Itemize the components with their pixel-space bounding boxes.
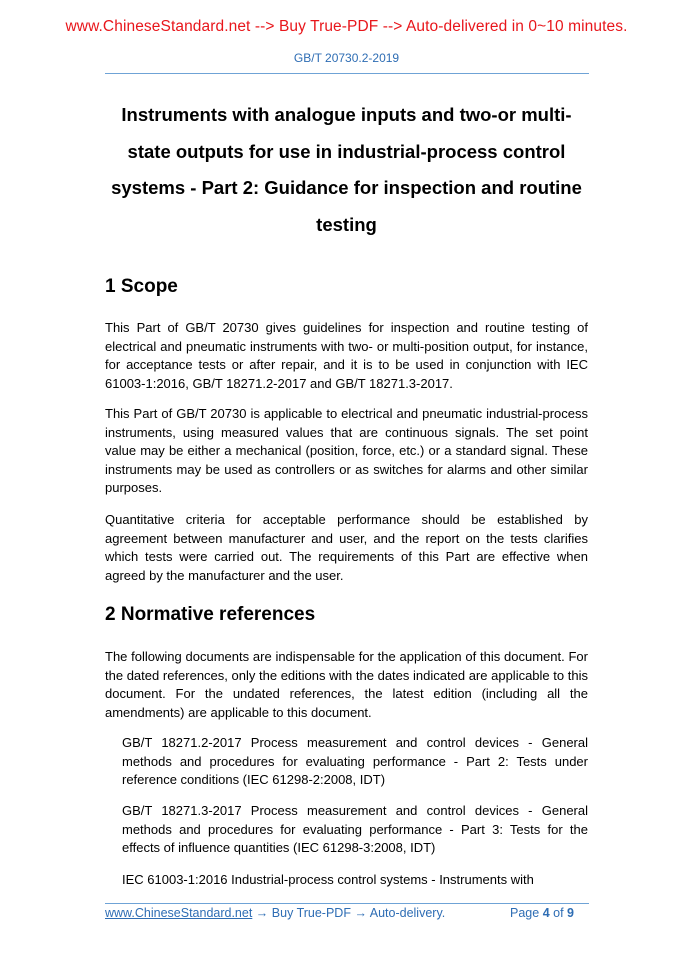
promo-banner[interactable]: www.ChineseStandard.net --> Buy True-PDF --> Auto-delivered in 0~10 minutes. bbox=[65, 18, 628, 35]
page-of-label: of bbox=[553, 906, 564, 920]
arrow-right-icon: → bbox=[255, 906, 269, 920]
document-title: Instruments with analogue inputs and two-or multi-state outputs for use in industrial-process control systems - Part 2: Guidance for inspection and routine testing bbox=[111, 104, 582, 235]
page-indicator bbox=[510, 906, 574, 920]
header-divider bbox=[105, 73, 589, 74]
scope-paragraph-2: This Part of GB/T 20730 is applicable to electrical and pneumatic industrial-process instruments, using measured values that are continuous signals. The set point value may be either a mechanical (position, force, etc.) or a standard signal. These instruments may be used as controllers or as switches for alarms and other similar purposes. bbox=[105, 406, 588, 495]
reference-item: IEC 61003-1:2016 Industrial-process control systems - Instruments with bbox=[122, 872, 534, 887]
reference-item: GB/T 18271.3-2017 Process measurement and control devices - General methods and procedures for evaluating performance - Part 3: Tests for the effects of influence quantities (IEC 61298-3:2008, IDT) bbox=[122, 803, 588, 855]
page-total: 9 bbox=[567, 906, 574, 920]
footer-links bbox=[105, 906, 445, 920]
footer-site-link[interactable]: www.ChineseStandard.net bbox=[105, 906, 253, 920]
footer-delivery-text: Auto-delivery. bbox=[369, 906, 446, 920]
footer-divider bbox=[105, 903, 589, 904]
reference-item: GB/T 18271.2-2017 Process measurement and control devices - General methods and procedures for evaluating performance - Part 2: Tests under reference conditions (IEC 61298-2:2008, IDT) bbox=[122, 735, 588, 787]
footer-buy-link[interactable]: Buy True-PDF bbox=[271, 906, 351, 920]
arrow-right-icon: → bbox=[354, 906, 367, 920]
standard-number: GB/T 20730.2-2019 bbox=[293, 51, 400, 65]
scope-paragraph-1: This Part of GB/T 20730 gives guidelines for inspection and routine testing of electrical and pneumatic instruments with two- or multi-position output, for instance, for acceptance tests or after repair, and it is to be used in conjunction with IEC 61003-1:2016, GB/T 18271.2-2017 and GB/T 18271.3-2017. bbox=[105, 320, 588, 391]
section-heading-normative-references: 2 Normative references bbox=[105, 604, 316, 625]
page-current: 4 bbox=[542, 906, 550, 920]
references-intro: The following documents are indispensable for the application of this document. For the dated references, only the editions with the dates indicated are applicable to this document. For the undated references, the latest edition (including all the amendments) are applicable to this document. bbox=[105, 649, 588, 720]
scope-paragraph-3: Quantitative criteria for acceptable performance should be established by agreement between manufacturer and user, and the report on the tests clarifies which tests were carried out. The requirements of this Part are effective when agreed by the manufacturer and the user. bbox=[105, 512, 588, 583]
page-label: Page bbox=[510, 906, 540, 920]
section-heading-scope: 1 Scope bbox=[105, 276, 178, 297]
